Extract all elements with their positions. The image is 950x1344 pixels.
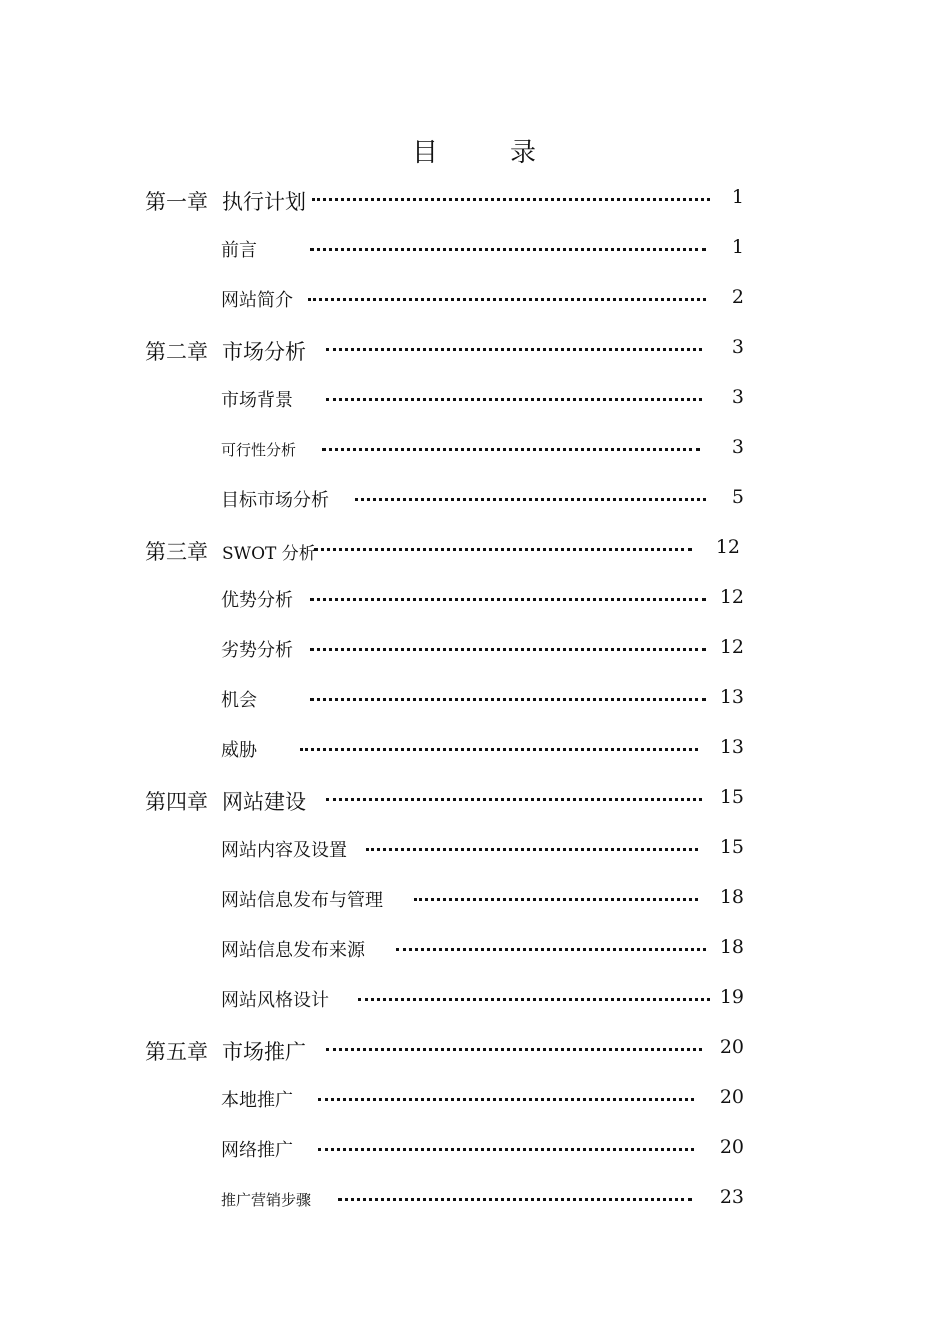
page-number: 23 [719, 1186, 744, 1208]
page-number: 13 [719, 736, 744, 758]
title-char-1: 目 [411, 138, 440, 168]
page-number: 12 [719, 586, 744, 608]
page-number: 15 [719, 836, 744, 858]
dot-leader [310, 698, 706, 701]
page-number: 3 [731, 436, 744, 458]
section-title: 网站信息发布来源 [221, 940, 365, 961]
page-number: 15 [719, 786, 744, 808]
toc-section-row[interactable] [0, 636, 950, 686]
chapter-title: 网站建设 [222, 790, 306, 814]
dot-leader [338, 1198, 692, 1201]
section-title: 网站内容及设置 [221, 840, 347, 861]
toc-section-row[interactable] [0, 686, 950, 736]
section-title: 可行性分析 [221, 441, 297, 459]
dot-leader [310, 248, 706, 251]
page-number: 12 [719, 636, 744, 658]
title-char-2: 录 [510, 138, 539, 168]
toc-section-row[interactable] [0, 986, 950, 1036]
chapter-number: 第四章 [145, 790, 208, 814]
dot-leader [312, 198, 710, 201]
dot-leader [396, 948, 706, 951]
toc-section-row[interactable] [0, 1186, 950, 1236]
dot-leader [366, 848, 698, 851]
page-number: 12 [715, 536, 740, 558]
section-title: 网站简介 [221, 290, 293, 311]
toc-chapter-row[interactable] [0, 536, 950, 586]
section-title: 劣势分析 [221, 640, 293, 661]
section-title: 目标市场分析 [221, 490, 329, 511]
toc-chapter-row[interactable] [0, 786, 950, 836]
dot-leader [326, 1048, 702, 1051]
toc-chapter-row[interactable] [0, 336, 950, 386]
chapter-title: SWOT 分析 [222, 544, 316, 564]
dot-leader [318, 1098, 694, 1101]
chapter-number: 第五章 [145, 1040, 208, 1064]
page-title [0, 132, 950, 169]
page-number: 20 [719, 1036, 744, 1058]
dot-leader [310, 598, 706, 601]
section-title: 推广营销步骤 [221, 1191, 312, 1209]
toc-section-row[interactable] [0, 736, 950, 786]
dot-leader [308, 298, 706, 301]
page-number: 2 [731, 286, 744, 308]
dot-leader [322, 448, 700, 451]
dot-leader [358, 998, 710, 1001]
dot-leader [326, 348, 702, 351]
dot-leader [326, 398, 702, 401]
page-number: 18 [719, 936, 744, 958]
page-number: 19 [719, 986, 744, 1008]
page-number: 20 [719, 1086, 744, 1108]
page-number: 1 [731, 186, 744, 208]
toc-section-row[interactable] [0, 1136, 950, 1186]
chapter-number: 第一章 [145, 190, 208, 214]
dot-leader [310, 648, 706, 651]
page-number: 3 [731, 336, 744, 358]
section-title: 网络推广 [221, 1140, 293, 1161]
toc-section-row[interactable] [0, 886, 950, 936]
section-title: 网站信息发布与管理 [221, 890, 383, 911]
page-number: 20 [719, 1136, 744, 1158]
chapter-title: 执行计划 [222, 190, 306, 214]
section-title: 本地推广 [221, 1090, 293, 1111]
toc-section-row[interactable] [0, 436, 950, 486]
toc-section-row[interactable] [0, 836, 950, 886]
page-number: 5 [731, 486, 744, 508]
page-number: 1 [731, 236, 744, 258]
page-number: 13 [719, 686, 744, 708]
section-title: 市场背景 [221, 390, 293, 411]
toc-chapter-row[interactable] [0, 1036, 950, 1086]
chapter-title: 市场分析 [222, 340, 306, 364]
page-number: 3 [731, 386, 744, 408]
section-title: 前言 [221, 240, 257, 261]
toc-chapter-row[interactable] [0, 186, 950, 236]
toc-section-row[interactable] [0, 386, 950, 436]
section-title: 优势分析 [221, 590, 293, 611]
section-title: 机会 [221, 690, 257, 711]
chapter-number: 第二章 [145, 340, 208, 364]
dot-leader [318, 1148, 694, 1151]
dot-leader [355, 498, 706, 501]
section-title: 威胁 [221, 740, 257, 761]
dot-leader [300, 748, 698, 751]
dot-leader [326, 798, 702, 801]
section-title: 网站风格设计 [221, 990, 329, 1011]
toc-section-row[interactable] [0, 236, 950, 286]
chapter-number: 第三章 [145, 540, 208, 564]
dot-leader [314, 548, 692, 551]
toc-section-row[interactable] [0, 936, 950, 986]
page-number: 18 [719, 886, 744, 908]
toc-section-row[interactable] [0, 486, 950, 536]
dot-leader [414, 898, 698, 901]
toc-section-row[interactable] [0, 286, 950, 336]
chapter-title: 市场推广 [222, 1040, 306, 1064]
toc-section-row[interactable] [0, 1086, 950, 1136]
toc-section-row[interactable] [0, 586, 950, 636]
